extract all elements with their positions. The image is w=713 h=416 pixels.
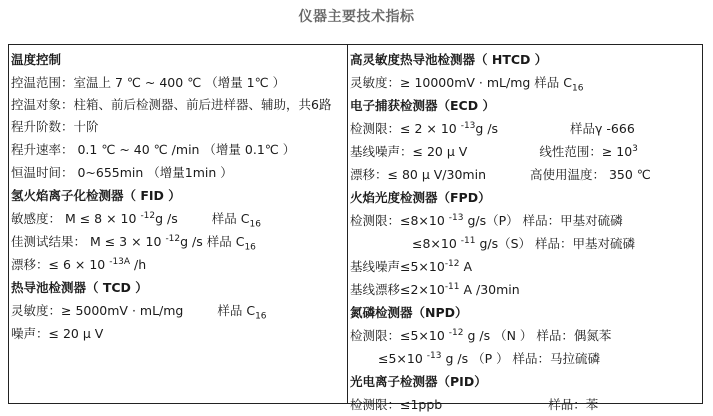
htcd-sens-pre: 灵敏度：≥ 10000mV · mL/mg 样品 C — [350, 75, 572, 90]
pid-limit-line — [350, 393, 700, 416]
npd-limit-n-unit: g /s （N ） 样品：偶氮苯 — [463, 328, 612, 343]
fid-best-exp: -12 — [165, 233, 181, 244]
npd-limit-n-exp: -12 — [448, 327, 464, 338]
fid-drift-exp: -13A — [109, 256, 131, 267]
fid-sens-pre: 敏感度： M ≤ 8 × 10 — [11, 211, 141, 226]
fid-sens-exp: -12 — [140, 210, 156, 221]
ecd-noise-line — [350, 140, 700, 163]
temp-hold: 恒温时间： 0~655min （增量1min ） — [11, 165, 233, 180]
fpd-limit-p-pre: 检测限：≤8×10 — [350, 213, 449, 228]
fpd-noise-exp: -12 — [444, 258, 460, 269]
ecd-max-temp: 高使用温度： 350 ℃ — [530, 167, 651, 182]
tcd-sens-sub: 16 — [255, 311, 267, 322]
fid-sens-sample: 样品 C — [211, 211, 250, 226]
page-title: 仪器主要技术指标 — [298, 9, 415, 25]
fid-best-pre: 佳测试结果： M ≤ 3 × 10 — [11, 234, 166, 249]
tcd-sens-pre: 灵敏度：≥ 5000mV · mL/mg — [11, 303, 184, 318]
fid-drift-unit: /h — [130, 257, 147, 272]
temp-range: 控温范围：室温上 7 ℃ ~ 400 ℃ （增量 1℃ ） — [11, 75, 286, 90]
ecd-limit-exp: -13 — [460, 120, 476, 131]
fpd-noise-pre: 基线噪声≤5×10 — [350, 259, 445, 274]
tcd-noise: 噪声：≤ 20 μ V — [11, 326, 104, 341]
fid-best — [11, 230, 345, 253]
ecd-header: 电子捕获检测器（ECD ） — [350, 98, 495, 113]
fpd-noise-unit: A — [459, 259, 473, 274]
pid-sample: 样品：苯 — [548, 397, 599, 412]
fid-sens-unit: g /s — [155, 211, 178, 226]
npd-limit-p — [350, 347, 700, 370]
ecd-drift-line — [350, 163, 700, 186]
pid-header: 光电离子检测器（PID） — [350, 374, 487, 389]
fpd-limit-s-exp: -11 — [460, 235, 476, 246]
fid-header: 氢火焰离子化检测器（ FID ） — [11, 188, 181, 203]
fid-best-sub: 16 — [244, 242, 256, 253]
right-column — [348, 45, 702, 412]
npd-header: 氮磷检测器（NPD） — [350, 305, 468, 320]
fpd-drift-pre: 基线漂移≤2×10 — [350, 282, 445, 297]
temp-control-header: 温度控制 — [11, 52, 62, 67]
htcd-sensitivity — [350, 71, 700, 94]
fpd-drift — [350, 278, 700, 301]
fpd-limit-s-pre: ≤8×10 — [412, 236, 461, 251]
spec-table — [8, 44, 703, 412]
fpd-limit-s-unit: g/s（S） 样品：甲基对硫磷 — [475, 236, 636, 251]
tcd-sensitivity — [11, 299, 345, 322]
temp-objects: 控温对象：柱箱、前后检测器、前后进样器、辅助，共6路 — [11, 97, 332, 112]
fid-sensitivity — [11, 207, 345, 230]
htcd-header: 高灵敏度热导池检测器（ HTCD ） — [350, 52, 548, 67]
temp-stages: 程升阶数：十阶 — [11, 119, 99, 134]
ecd-linear-pre: 线性范围：≥ 10 — [539, 144, 633, 159]
tcd-header: 热导池检测器（ TCD ） — [11, 280, 148, 295]
ecd-limit-pre: 检测限：≤ 2 × 10 — [350, 121, 461, 136]
fpd-header: 火焰光度检测器（FPD） — [350, 190, 491, 205]
temp-rate: 程升速率： 0.1 ℃ ~ 40 ℃ /min （增量 0.1℃ ） — [11, 142, 296, 157]
fpd-limit-s — [350, 232, 700, 255]
fid-drift — [11, 253, 345, 276]
left-column — [9, 45, 348, 403]
fid-sens-sub: 16 — [249, 219, 261, 230]
npd-limit-n — [350, 324, 700, 347]
ecd-drift: 漂移：≤ 80 μ V/30min — [350, 167, 486, 182]
pid-limit: 检测限：≤1ppb — [350, 397, 443, 412]
fpd-limit-p-unit: g/s（P） 样品：甲基对硫磷 — [463, 213, 623, 228]
npd-limit-p-exp: -13 — [426, 350, 442, 361]
fpd-drift-unit: A /30min — [459, 282, 520, 297]
npd-limit-p-pre: ≤5×10 — [378, 351, 427, 366]
ecd-noise: 基线噪声：≤ 20 μ V — [350, 144, 468, 159]
fid-drift-pre: 漂移：≤ 6 × 10 — [11, 257, 110, 272]
ecd-limit-unit: g /s — [475, 121, 499, 136]
npd-limit-n-pre: 检测限：≤5×10 — [350, 328, 449, 343]
tcd-sens-sample: 样品 C — [217, 303, 256, 318]
ecd-limit-sample: 样品γ -666 — [570, 121, 635, 136]
fpd-drift-exp: -11 — [444, 281, 460, 292]
fpd-limit-p-exp: -13 — [448, 212, 464, 223]
ecd-linear-exp: 3 — [632, 143, 638, 154]
npd-limit-p-unit: g /s （P ） 样品：马拉硫磷 — [441, 351, 601, 366]
fid-best-unit: g /s 样品 C — [180, 234, 245, 249]
ecd-limit — [350, 117, 700, 140]
fpd-noise — [350, 255, 700, 278]
htcd-sens-sub: 16 — [572, 83, 584, 94]
fpd-limit-p — [350, 209, 700, 232]
